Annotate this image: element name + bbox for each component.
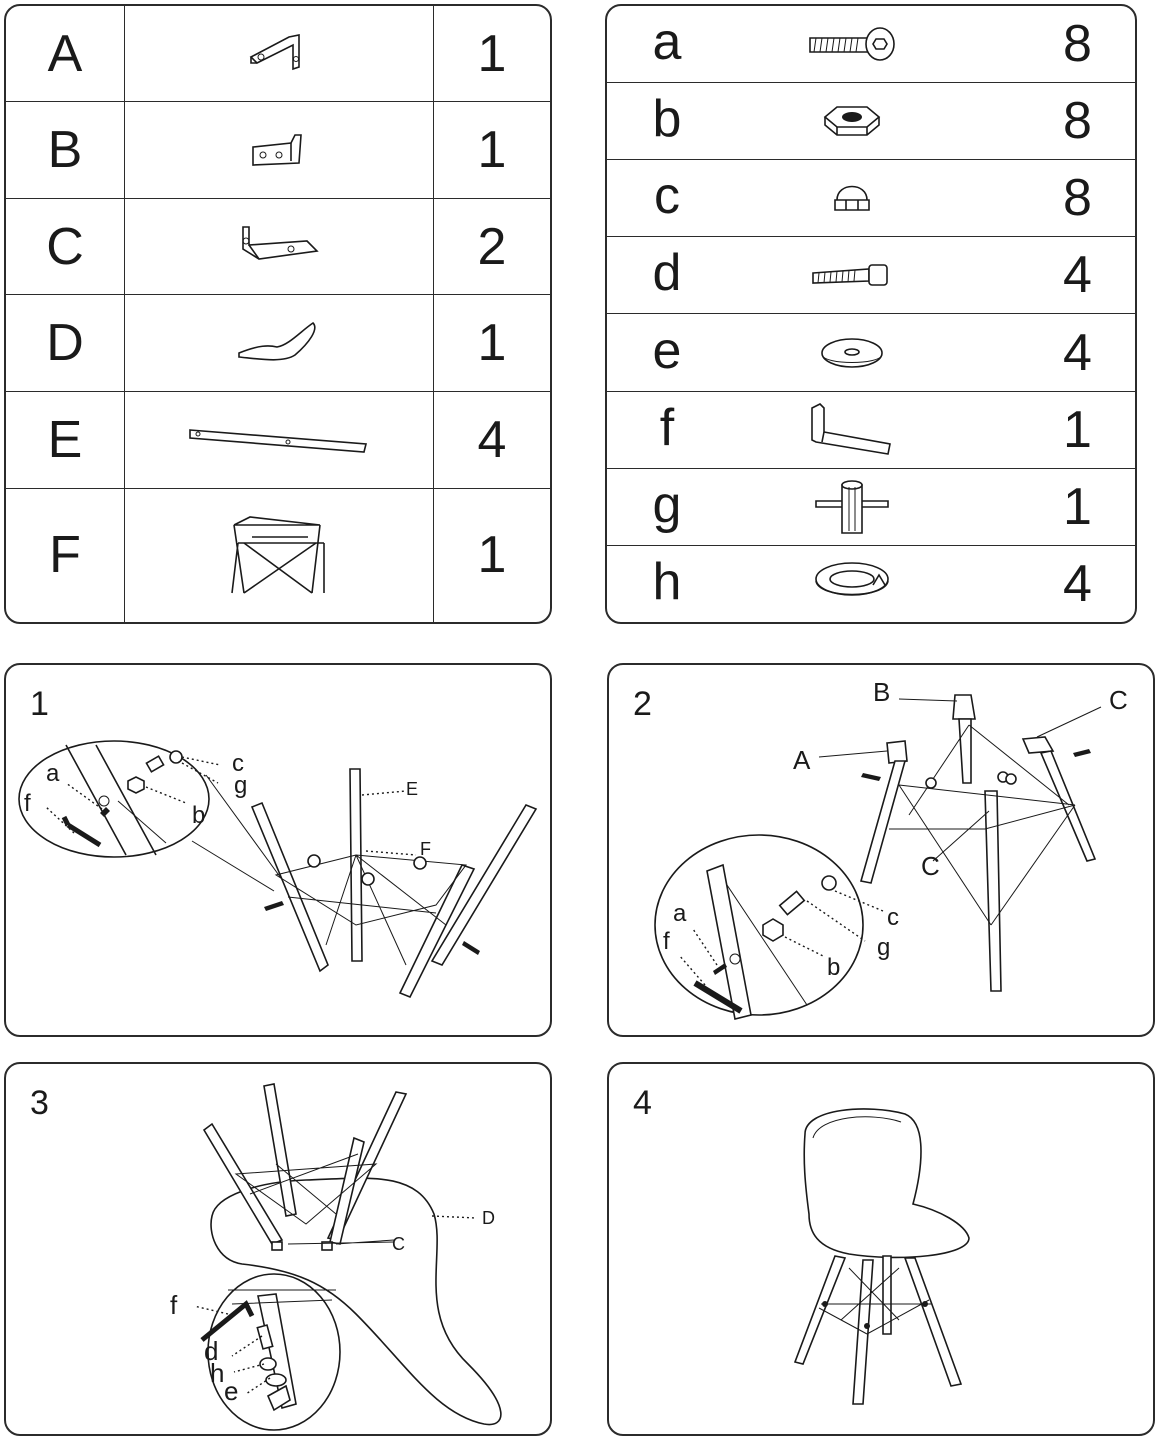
hardware-id: a xyxy=(607,6,727,83)
step-number: 3 xyxy=(30,1084,49,1122)
label-e: E xyxy=(406,779,419,799)
socket-wrench-icon xyxy=(727,468,977,545)
step-number: 1 xyxy=(30,685,49,723)
table-row xyxy=(6,198,550,295)
hardware-parts-grid xyxy=(607,6,1135,622)
label-a: A xyxy=(793,745,811,775)
wooden-leg-icon xyxy=(432,805,536,965)
table-row xyxy=(607,391,1135,468)
hardware-id: f xyxy=(607,391,727,468)
label-g: g xyxy=(234,772,248,799)
step-number: 2 xyxy=(633,685,652,723)
wooden-leg-icon xyxy=(125,392,434,489)
major-parts-table xyxy=(4,4,552,624)
hardware-qty: 4 xyxy=(977,314,1135,391)
allen-key-icon xyxy=(68,825,100,845)
spring-washer-icon xyxy=(727,545,977,622)
part-qty: 1 xyxy=(434,6,551,102)
part-id: F xyxy=(6,488,125,622)
metal-frame-icon xyxy=(125,488,434,622)
table-row xyxy=(607,83,1135,160)
hardware-id: e xyxy=(607,314,727,391)
label-d-shell: D xyxy=(482,1208,495,1228)
wooden-leg-icon xyxy=(252,803,328,971)
assembly-step-3 xyxy=(4,1062,552,1436)
bracket-b-icon xyxy=(953,695,975,719)
bracket-c-icon xyxy=(1023,737,1053,753)
major-parts-grid xyxy=(6,6,550,622)
cap-nut-icon xyxy=(170,751,182,763)
part-qty: 4 xyxy=(434,392,551,489)
label-h: h xyxy=(210,1358,225,1388)
label-f: f xyxy=(24,790,31,817)
wooden-leg-icon xyxy=(905,1258,961,1386)
label-a: a xyxy=(46,760,60,787)
label-c-lower: C xyxy=(921,851,940,881)
label-b: B xyxy=(873,677,891,707)
hardware-qty: 1 xyxy=(977,468,1135,545)
label-c-detail: c xyxy=(887,904,899,931)
label-a-detail: a xyxy=(673,900,687,927)
label-e: e xyxy=(224,1376,239,1406)
hardware-id: c xyxy=(607,160,727,237)
hardware-parts-table xyxy=(605,4,1137,624)
table-row xyxy=(607,314,1135,391)
table-row xyxy=(6,102,550,199)
hardware-id: d xyxy=(607,237,727,314)
table-row xyxy=(607,468,1135,545)
step-3-illustration xyxy=(6,1064,550,1434)
part-qty: 1 xyxy=(434,295,551,392)
part-qty: 1 xyxy=(477,526,507,585)
hardware-id: g xyxy=(607,468,727,545)
bracket-b-icon xyxy=(125,102,434,199)
wooden-leg-icon xyxy=(959,719,971,783)
table-row xyxy=(607,545,1135,622)
part-id: B xyxy=(6,102,125,199)
step-2-illustration xyxy=(609,665,1153,1035)
assembly-step-4 xyxy=(607,1062,1155,1436)
label-b: b xyxy=(192,802,206,829)
table-row xyxy=(607,237,1135,314)
step-4-illustration xyxy=(609,1064,1153,1434)
cap-nut-icon xyxy=(727,160,977,237)
part-qty: 1 xyxy=(434,102,551,199)
allen-key-icon xyxy=(727,391,977,468)
label-b-detail: b xyxy=(827,954,841,981)
hardware-qty: 4 xyxy=(977,237,1135,314)
part-id: C xyxy=(6,198,125,295)
hardware-qty: 8 xyxy=(977,83,1135,160)
table-row xyxy=(6,392,550,489)
allen-key-icon xyxy=(202,1304,252,1340)
wooden-leg-icon xyxy=(861,761,905,883)
socket-wrench-icon xyxy=(780,891,805,914)
label-d: d xyxy=(204,1336,219,1366)
hardware-qty: 8 xyxy=(977,6,1135,83)
label-c: C xyxy=(392,1234,405,1254)
table-row xyxy=(6,6,550,102)
chair-seat-shell xyxy=(804,1109,969,1258)
hardware-qty: 4 xyxy=(1063,554,1092,613)
hardware-id: h xyxy=(652,552,682,611)
wooden-leg-icon xyxy=(985,791,1001,991)
wooden-leg-icon xyxy=(264,1084,296,1216)
part-qty: 2 xyxy=(434,198,551,295)
step-1-illustration xyxy=(6,665,550,1035)
hardware-qty: 8 xyxy=(977,160,1135,237)
table-row xyxy=(607,6,1135,83)
washer-icon xyxy=(727,314,977,391)
label-f-frame: F xyxy=(420,839,431,859)
part-id: E xyxy=(6,392,125,489)
long-bolt-icon xyxy=(727,6,977,83)
assembly-step-1 xyxy=(4,663,552,1037)
wooden-leg-icon xyxy=(883,1256,891,1334)
bracket-c-icon xyxy=(125,198,434,295)
part-id: D xyxy=(6,295,125,392)
wooden-leg-icon xyxy=(1041,751,1095,861)
label-c: C xyxy=(1109,685,1128,715)
table-row xyxy=(607,160,1135,237)
table-row xyxy=(6,488,550,622)
label-f: f xyxy=(663,928,670,955)
label-g: g xyxy=(877,934,891,961)
label-f: f xyxy=(170,1290,178,1320)
hex-nut-icon xyxy=(763,919,783,941)
hex-nut-icon xyxy=(128,777,144,793)
cap-nut-icon xyxy=(822,876,836,890)
part-id: A xyxy=(6,6,125,102)
seat-shell-icon xyxy=(125,295,434,392)
label-c: c xyxy=(232,750,244,777)
short-bolt-icon xyxy=(727,237,977,314)
hardware-id: b xyxy=(607,83,727,160)
step-number: 4 xyxy=(633,1084,652,1122)
table-row xyxy=(6,295,550,392)
socket-wrench-icon xyxy=(146,756,163,772)
hex-nut-icon xyxy=(727,83,977,160)
washer-icon xyxy=(266,1374,286,1386)
bracket-a-icon xyxy=(125,6,434,102)
hardware-qty: 1 xyxy=(977,391,1135,468)
assembly-step-2 xyxy=(607,663,1155,1037)
wooden-leg-icon xyxy=(795,1256,845,1364)
bracket-a-icon xyxy=(887,741,907,763)
